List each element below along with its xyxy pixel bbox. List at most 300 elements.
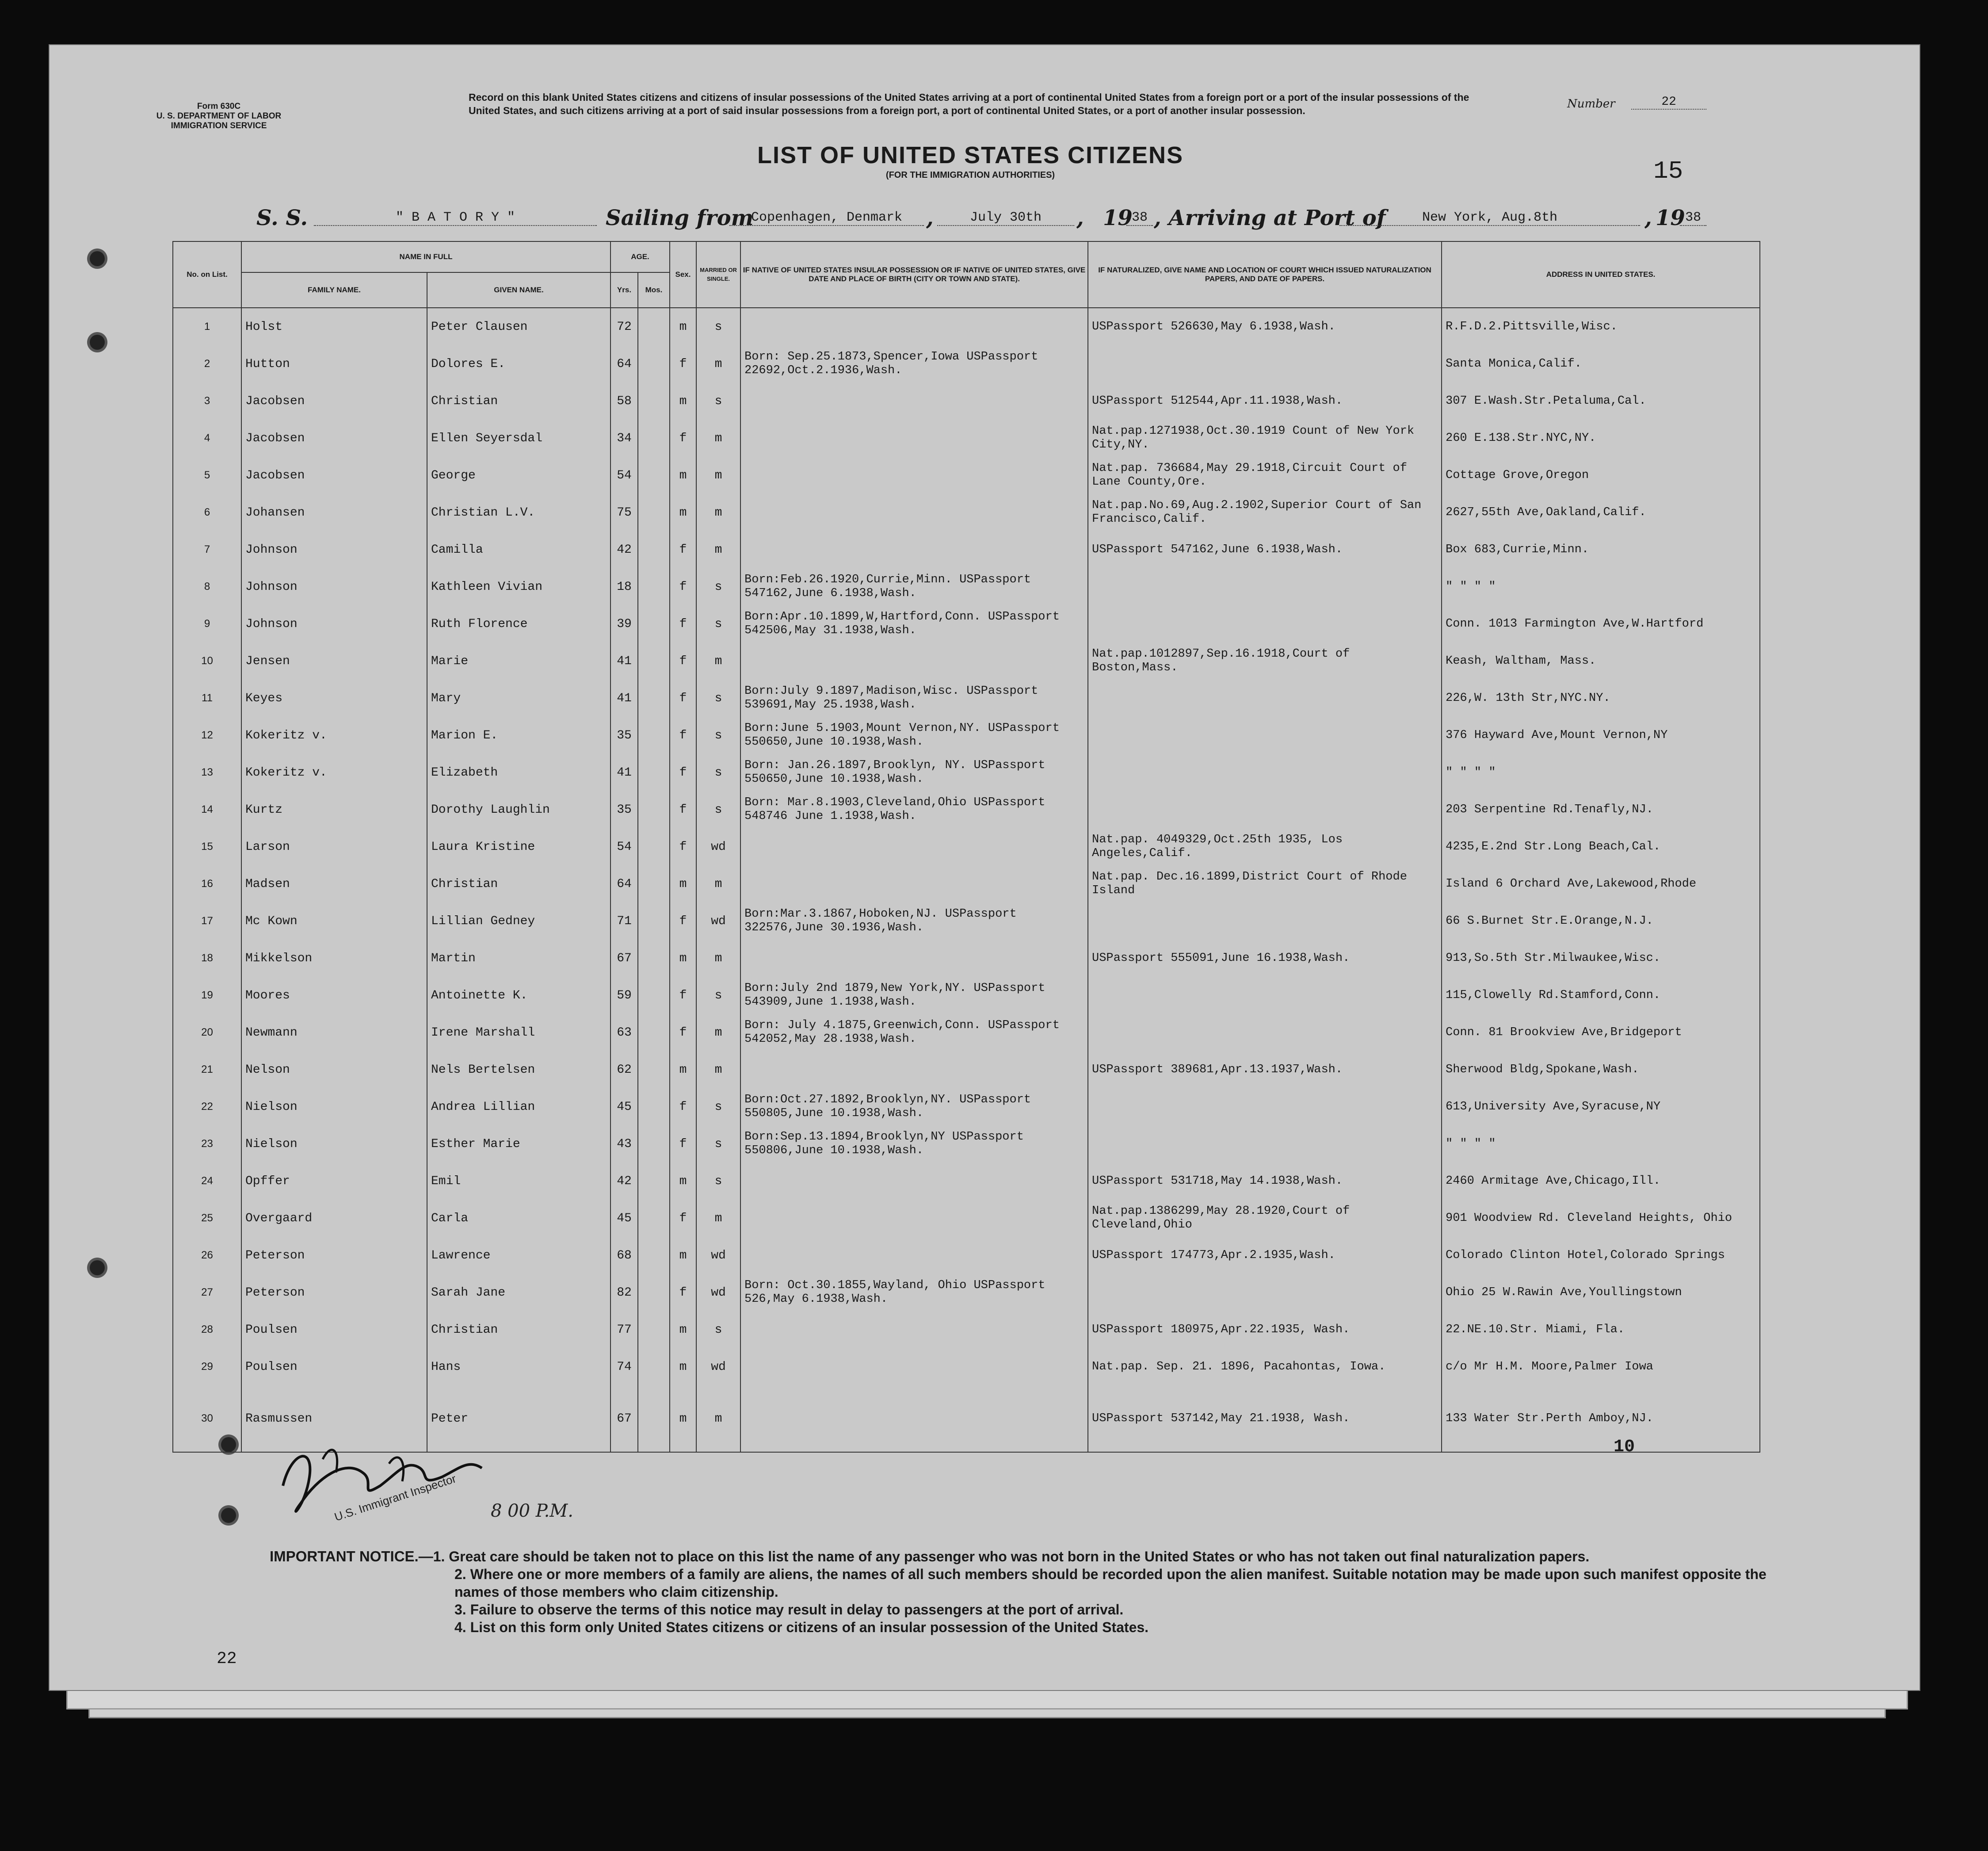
row-number: 30 xyxy=(173,1385,241,1452)
col-mos: Mos. xyxy=(638,272,670,308)
sailing-label: Sailing from xyxy=(606,206,754,230)
given-name: Laura Kristine xyxy=(427,828,611,865)
family-name: Larson xyxy=(241,828,427,865)
family-name: Newmann xyxy=(241,1014,427,1051)
family-name: Madsen xyxy=(241,865,427,903)
given-name: Sarah Jane xyxy=(427,1274,611,1311)
marital-status: s xyxy=(696,680,740,717)
birth-info xyxy=(740,420,1088,457)
table-row xyxy=(173,1163,1760,1200)
age-years: 74 xyxy=(611,1348,638,1385)
inspector-title: U.S. Immigrant Inspector xyxy=(332,1472,458,1524)
naturalization-info: USPassport 531718,May 14.1938,Wash. xyxy=(1088,1163,1442,1200)
sex: m xyxy=(670,457,696,494)
given-name: Christian xyxy=(427,1311,611,1348)
row-number: 2 xyxy=(173,345,241,382)
address: 913,So.5th Str.Milwaukee,Wisc. xyxy=(1442,940,1760,977)
given-name: Camilla xyxy=(427,531,611,568)
birth-info: Born:Apr.10.1899,W,Hartford,Conn. USPassport 542506,May 31.1938,Wash. xyxy=(740,605,1088,642)
family-name: Poulsen xyxy=(241,1348,427,1385)
family-name: Nelson xyxy=(241,1051,427,1088)
sex: m xyxy=(670,1163,696,1200)
family-name: Mikkelson xyxy=(241,940,427,977)
birth-info: Born:Feb.26.1920,Currie,Minn. USPassport 547162,June 6.1938,Wash. xyxy=(740,568,1088,605)
table-row xyxy=(173,680,1760,717)
family-name: Holst xyxy=(241,308,427,345)
naturalization-info xyxy=(1088,1274,1442,1311)
marital-status: m xyxy=(696,457,740,494)
marital-status: m xyxy=(696,1014,740,1051)
family-name: Nielson xyxy=(241,1125,427,1163)
row-number: 8 xyxy=(173,568,241,605)
birth-info xyxy=(740,382,1088,420)
age-years: 18 xyxy=(611,568,638,605)
marital-status: m xyxy=(696,1385,740,1452)
sex: f xyxy=(670,1014,696,1051)
family-name: Rasmussen xyxy=(241,1385,427,1452)
family-name: Hutton xyxy=(241,345,427,382)
age-years: 67 xyxy=(611,940,638,977)
address: 115,Clowelly Rd.Stamford,Conn. xyxy=(1442,977,1760,1014)
age-years: 35 xyxy=(611,717,638,754)
given-name: Carla xyxy=(427,1200,611,1237)
sex: f xyxy=(670,642,696,680)
table-row xyxy=(173,828,1760,865)
binder-hole xyxy=(90,335,105,350)
birth-info xyxy=(740,1051,1088,1088)
family-name: Kokeritz v. xyxy=(241,754,427,791)
birth-info xyxy=(740,1311,1088,1348)
age-months xyxy=(638,1274,670,1311)
address: 307 E.Wash.Str.Petaluma,Cal. xyxy=(1442,382,1760,420)
col-name-in-full: NAME IN FULL xyxy=(241,241,611,272)
given-name: Elizabeth xyxy=(427,754,611,791)
binder-hole xyxy=(90,1260,105,1275)
sex: f xyxy=(670,754,696,791)
given-name: Andrea Lillian xyxy=(427,1088,611,1125)
marital-status: m xyxy=(696,865,740,903)
naturalization-info xyxy=(1088,754,1442,791)
birth-info xyxy=(740,531,1088,568)
given-name: Dolores E. xyxy=(427,345,611,382)
address: 2460 Armitage Ave,Chicago,Ill. xyxy=(1442,1163,1760,1200)
address: Box 683,Currie,Minn. xyxy=(1442,531,1760,568)
age-years: 64 xyxy=(611,345,638,382)
age-years: 59 xyxy=(611,977,638,1014)
col-yrs: Yrs. xyxy=(611,272,638,308)
birth-info: Born: July 4.1875,Greenwich,Conn. USPassport 542052,May 28.1938,Wash. xyxy=(740,1014,1088,1051)
age-years: 68 xyxy=(611,1237,638,1274)
col-married: MARRIED OR SINGLE. xyxy=(696,241,740,308)
sex: f xyxy=(670,717,696,754)
form-identifier: Form 630C U. S. DEPARTMENT OF LABOR IMMIGRATION SERVICE xyxy=(156,102,282,130)
given-name: Emil xyxy=(427,1163,611,1200)
naturalization-info xyxy=(1088,977,1442,1014)
naturalization-info xyxy=(1088,568,1442,605)
naturalization-info: Nat.pap. Sep. 21. 1896, Pacahontas, Iowa. xyxy=(1088,1348,1442,1385)
naturalization-info: USPassport 555091,June 16.1938,Wash. xyxy=(1088,940,1442,977)
age-months xyxy=(638,1125,670,1163)
table-row xyxy=(173,1348,1760,1385)
age-months xyxy=(638,642,670,680)
age-years: 43 xyxy=(611,1125,638,1163)
given-name: Christian L.V. xyxy=(427,494,611,531)
row-number: 16 xyxy=(173,865,241,903)
age-years: 58 xyxy=(611,382,638,420)
naturalization-info: USPassport 180975,Apr.22.1935, Wash. xyxy=(1088,1311,1442,1348)
naturalization-info: Nat.pap. 4049329,Oct.25th 1935, Los Angeles,Calif. xyxy=(1088,828,1442,865)
binder-hole xyxy=(90,251,105,266)
age-months xyxy=(638,1385,670,1452)
given-name: Christian xyxy=(427,865,611,903)
naturalization-info xyxy=(1088,680,1442,717)
age-months xyxy=(638,828,670,865)
family-name: Keyes xyxy=(241,680,427,717)
sailing-year: 38 xyxy=(1126,210,1153,226)
table-row xyxy=(173,1051,1760,1088)
row-number: 19 xyxy=(173,977,241,1014)
voyage-line xyxy=(256,201,1724,232)
birth-info xyxy=(740,494,1088,531)
marital-status: s xyxy=(696,308,740,345)
naturalization-info: USPassport 537142,May 21.1938, Wash. xyxy=(1088,1385,1442,1452)
inspector-signature xyxy=(274,1433,573,1534)
given-name: Peter Clausen xyxy=(427,308,611,345)
col-no: No. on List. xyxy=(173,241,241,308)
birth-info xyxy=(740,1200,1088,1237)
row-number: 7 xyxy=(173,531,241,568)
age-months xyxy=(638,865,670,903)
comma: , xyxy=(926,206,934,230)
age-years: 54 xyxy=(611,457,638,494)
age-years: 34 xyxy=(611,420,638,457)
family-name: Peterson xyxy=(241,1274,427,1311)
naturalization-info: Nat.pap.No.69,Aug.2.1902,Superior Court of San Francisco,Calif. xyxy=(1088,494,1442,531)
naturalization-info: Nat.pap.1386299,May 28.1920,Court of Cleveland,Ohio xyxy=(1088,1200,1442,1237)
sex: f xyxy=(670,420,696,457)
comma: , xyxy=(1076,206,1084,230)
number-label: Number xyxy=(1567,97,1615,111)
marital-status: s xyxy=(696,1088,740,1125)
sex: m xyxy=(670,1385,696,1452)
table-row xyxy=(173,791,1760,828)
table-row xyxy=(173,308,1760,345)
family-name: Johnson xyxy=(241,605,427,642)
corner-mark: 22 xyxy=(217,1649,237,1668)
age-years: 63 xyxy=(611,1014,638,1051)
address: 376 Hayward Ave,Mount Vernon,NY xyxy=(1442,717,1760,754)
sex: m xyxy=(670,382,696,420)
table-row xyxy=(173,457,1760,494)
page-number: 15 xyxy=(1653,157,1683,185)
notice-item: 2. Where one or more members of a family are aliens, the names of all such members should be recorded upon the alien manifest. Suitable notation may be made upon such manifest opposite the names of those members who claim citizenship. xyxy=(454,1566,1767,1600)
col-family-name: FAMILY NAME. xyxy=(241,272,427,308)
birth-info: Born:July 2nd 1879,New York,NY. USPassport 543909,June 1.1938,Wash. xyxy=(740,977,1088,1014)
address: Island 6 Orchard Ave,Lakewood,Rhode xyxy=(1442,865,1760,903)
given-name: Lillian Gedney xyxy=(427,903,611,940)
naturalization-info xyxy=(1088,1125,1442,1163)
family-name: Jacobsen xyxy=(241,382,427,420)
row-number: 10 xyxy=(173,642,241,680)
marital-status: wd xyxy=(696,1274,740,1311)
table-row xyxy=(173,977,1760,1014)
row-number: 12 xyxy=(173,717,241,754)
address: 66 S.Burnet Str.E.Orange,N.J. xyxy=(1442,903,1760,940)
col-age: AGE. xyxy=(611,241,670,272)
sex: f xyxy=(670,903,696,940)
birth-info: Born:June 5.1903,Mount Vernon,NY. USPassport 550650,June 10.1938,Wash. xyxy=(740,717,1088,754)
family-name: Jacobsen xyxy=(241,420,427,457)
age-months xyxy=(638,568,670,605)
col-sex: Sex. xyxy=(670,241,696,308)
naturalization-info: Nat.pap. Dec.16.1899,District Court of Rhode Island xyxy=(1088,865,1442,903)
age-months xyxy=(638,940,670,977)
age-years: 41 xyxy=(611,642,638,680)
naturalization-info: Nat.pap. 736684,May 29.1918,Circuit Court of Lane County,Ore. xyxy=(1088,457,1442,494)
col-naturalized: IF NATURALIZED, GIVE NAME AND LOCATION OF COURT WHICH ISSUED NATURALIZATION PAPERS, AND DATE OF PAPERS. xyxy=(1088,241,1442,308)
given-name: Peter xyxy=(427,1385,611,1452)
row-number: 21 xyxy=(173,1051,241,1088)
naturalization-info xyxy=(1088,1088,1442,1125)
marital-status: s xyxy=(696,754,740,791)
address: 2627,55th Ave,Oakland,Calif. xyxy=(1442,494,1760,531)
comma: , xyxy=(1645,206,1652,230)
age-years: 41 xyxy=(611,680,638,717)
marital-status: s xyxy=(696,791,740,828)
row-number: 25 xyxy=(173,1200,241,1237)
sex: f xyxy=(670,1274,696,1311)
age-years: 71 xyxy=(611,903,638,940)
given-name: Esther Marie xyxy=(427,1125,611,1163)
naturalization-info: Nat.pap.1012897,Sep.16.1918,Court of Boston,Mass. xyxy=(1088,642,1442,680)
row-number: 27 xyxy=(173,1274,241,1311)
given-name: Marie xyxy=(427,642,611,680)
given-name: Irene Marshall xyxy=(427,1014,611,1051)
address: 226,W. 13th Str,NYC.NY. xyxy=(1442,680,1760,717)
row-number: 9 xyxy=(173,605,241,642)
age-years: 62 xyxy=(611,1051,638,1088)
age-months xyxy=(638,1051,670,1088)
sex: m xyxy=(670,940,696,977)
marital-status: wd xyxy=(696,1237,740,1274)
row-number: 29 xyxy=(173,1348,241,1385)
age-years: 39 xyxy=(611,605,638,642)
family-name: Mc Kown xyxy=(241,903,427,940)
age-years: 45 xyxy=(611,1088,638,1125)
signature-time: 8 00 P.M. xyxy=(491,1501,573,1521)
marital-status: s xyxy=(696,568,740,605)
marital-status: s xyxy=(696,717,740,754)
family-name: Poulsen xyxy=(241,1311,427,1348)
table-row xyxy=(173,1014,1760,1051)
table-row xyxy=(173,1237,1760,1274)
given-name: Martin xyxy=(427,940,611,977)
birth-info: Born:July 9.1897,Madison,Wisc. USPassport 539691,May 25.1938,Wash. xyxy=(740,680,1088,717)
age-months xyxy=(638,717,670,754)
given-name: Mary xyxy=(427,680,611,717)
sex: f xyxy=(670,531,696,568)
marital-status: m xyxy=(696,1200,740,1237)
row-number: 1 xyxy=(173,308,241,345)
table-row xyxy=(173,754,1760,791)
table-row xyxy=(173,420,1760,457)
address: Sherwood Bldg,Spokane,Wash. xyxy=(1442,1051,1760,1088)
naturalization-info xyxy=(1088,717,1442,754)
birth-info xyxy=(740,865,1088,903)
ss-label: S. S. xyxy=(256,206,308,230)
age-years: 82 xyxy=(611,1274,638,1311)
address: Conn. 81 Brookview Ave,Bridgeport xyxy=(1442,1014,1760,1051)
marital-status: m xyxy=(696,940,740,977)
marital-status: wd xyxy=(696,903,740,940)
table-row xyxy=(173,865,1760,903)
address: 22.NE.10.Str. Miami, Fla. xyxy=(1442,1311,1760,1348)
age-months xyxy=(638,382,670,420)
birth-info: Born: Oct.30.1855,Wayland, Ohio USPassport 526,May 6.1938,Wash. xyxy=(740,1274,1088,1311)
col-address: ADDRESS IN UNITED STATES. xyxy=(1442,241,1760,308)
sex: f xyxy=(670,1125,696,1163)
table-row xyxy=(173,642,1760,680)
row-number: 4 xyxy=(173,420,241,457)
address: 4235,E.2nd Str.Long Beach,Cal. xyxy=(1442,828,1760,865)
notice-item: 3. Failure to observe the terms of this notice may result in delay to passengers at the port of arrival. xyxy=(454,1602,1124,1618)
given-name: Dorothy Laughlin xyxy=(427,791,611,828)
address: 901 Woodview Rd. Cleveland Heights, Ohio xyxy=(1442,1200,1760,1237)
age-months xyxy=(638,1348,670,1385)
sex: m xyxy=(670,1348,696,1385)
birth-info xyxy=(740,1348,1088,1385)
table-row xyxy=(173,382,1760,420)
age-months xyxy=(638,1163,670,1200)
table-row xyxy=(173,1125,1760,1163)
table-row xyxy=(173,1274,1760,1311)
age-years: 54 xyxy=(611,828,638,865)
row-number: 28 xyxy=(173,1311,241,1348)
family-name: Kokeritz v. xyxy=(241,717,427,754)
marital-status: s xyxy=(696,1163,740,1200)
marital-status: s xyxy=(696,1125,740,1163)
age-months xyxy=(638,1088,670,1125)
sex: f xyxy=(670,568,696,605)
given-name: Hans xyxy=(427,1348,611,1385)
birth-info xyxy=(740,940,1088,977)
given-name: Nels Bertelsen xyxy=(427,1051,611,1088)
address: 203 Serpentine Rd.Tenafly,NJ. xyxy=(1442,791,1760,828)
address: 613,University Ave,Syracuse,NY xyxy=(1442,1088,1760,1125)
birth-info xyxy=(740,308,1088,345)
row-number: 13 xyxy=(173,754,241,791)
given-name: George xyxy=(427,457,611,494)
naturalization-info: USPassport 547162,June 6.1938,Wash. xyxy=(1088,531,1442,568)
sheet-number: 10 xyxy=(1614,1437,1635,1457)
age-months xyxy=(638,977,670,1014)
birth-info: Born:Oct.27.1892,Brooklyn,NY. USPassport 550805,June 10.1938,Wash. xyxy=(740,1088,1088,1125)
sex: f xyxy=(670,605,696,642)
naturalization-info xyxy=(1088,791,1442,828)
age-years: 45 xyxy=(611,1200,638,1237)
address: " " " " xyxy=(1442,568,1760,605)
age-months xyxy=(638,531,670,568)
sex: m xyxy=(670,1237,696,1274)
row-number: 3 xyxy=(173,382,241,420)
age-months xyxy=(638,345,670,382)
age-months xyxy=(638,420,670,457)
address: " " " " xyxy=(1442,754,1760,791)
birth-info: Born: Sep.25.1873,Spencer,Iowa USPassport 22692,Oct.2.1936,Wash. xyxy=(740,345,1088,382)
marital-status: s xyxy=(696,1311,740,1348)
table-row xyxy=(173,531,1760,568)
birth-info xyxy=(740,457,1088,494)
row-number: 23 xyxy=(173,1125,241,1163)
naturalization-info xyxy=(1088,605,1442,642)
table-row xyxy=(173,494,1760,531)
marital-status: m xyxy=(696,420,740,457)
birth-info xyxy=(740,1237,1088,1274)
address: R.F.D.2.Pittsville,Wisc. xyxy=(1442,308,1760,345)
age-years: 42 xyxy=(611,1163,638,1200)
age-months xyxy=(638,1200,670,1237)
age-months xyxy=(638,605,670,642)
age-years: 41 xyxy=(611,754,638,791)
arriving-label: , Arriving at Port of xyxy=(1154,206,1386,230)
marital-status: m xyxy=(696,345,740,382)
sex: m xyxy=(670,865,696,903)
address: Colorado Clinton Hotel,Colorado Springs xyxy=(1442,1237,1760,1274)
family-name: Nielson xyxy=(241,1088,427,1125)
sex: f xyxy=(670,1200,696,1237)
family-name: Opffer xyxy=(241,1163,427,1200)
sex: m xyxy=(670,1051,696,1088)
age-years: 64 xyxy=(611,865,638,903)
family-name: Overgaard xyxy=(241,1200,427,1237)
family-name: Kurtz xyxy=(241,791,427,828)
passenger-table xyxy=(172,241,1760,1453)
age-months xyxy=(638,457,670,494)
naturalization-info: USPassport 174773,Apr.2.1935,Wash. xyxy=(1088,1237,1442,1274)
birth-info xyxy=(740,1163,1088,1200)
address: 260 E.138.Str.NYC,NY. xyxy=(1442,420,1760,457)
age-months xyxy=(638,1237,670,1274)
age-months xyxy=(638,1311,670,1348)
arrival-year: 38 xyxy=(1680,210,1706,226)
naturalization-info xyxy=(1088,903,1442,940)
marital-status: s xyxy=(696,382,740,420)
row-number: 26 xyxy=(173,1237,241,1274)
naturalization-info: USPassport 526630,May 6.1938,Wash. xyxy=(1088,308,1442,345)
sex: m xyxy=(670,494,696,531)
number-value: 22 xyxy=(1631,95,1706,110)
row-number: 11 xyxy=(173,680,241,717)
table-row xyxy=(173,1088,1760,1125)
row-number: 15 xyxy=(173,828,241,865)
row-number: 20 xyxy=(173,1014,241,1051)
address: Santa Monica,Calif. xyxy=(1442,345,1760,382)
age-years: 35 xyxy=(611,791,638,828)
given-name: Antoinette K. xyxy=(427,977,611,1014)
address: Ohio 25 W.Rawin Ave,Youllingstown xyxy=(1442,1274,1760,1311)
page-title: LIST OF UNITED STATES CITIZENS xyxy=(757,142,1183,168)
age-years: 75 xyxy=(611,494,638,531)
sex: f xyxy=(670,1088,696,1125)
sailing-port: Copenhagen, Denmark xyxy=(729,210,924,226)
table-row xyxy=(173,1200,1760,1237)
address: Conn. 1013 Farmington Ave,W.Hartford xyxy=(1442,605,1760,642)
age-months xyxy=(638,680,670,717)
col-given-name: GIVEN NAME. xyxy=(427,272,611,308)
sailing-date: July 30th xyxy=(937,210,1074,226)
age-years: 72 xyxy=(611,308,638,345)
row-number: 14 xyxy=(173,791,241,828)
